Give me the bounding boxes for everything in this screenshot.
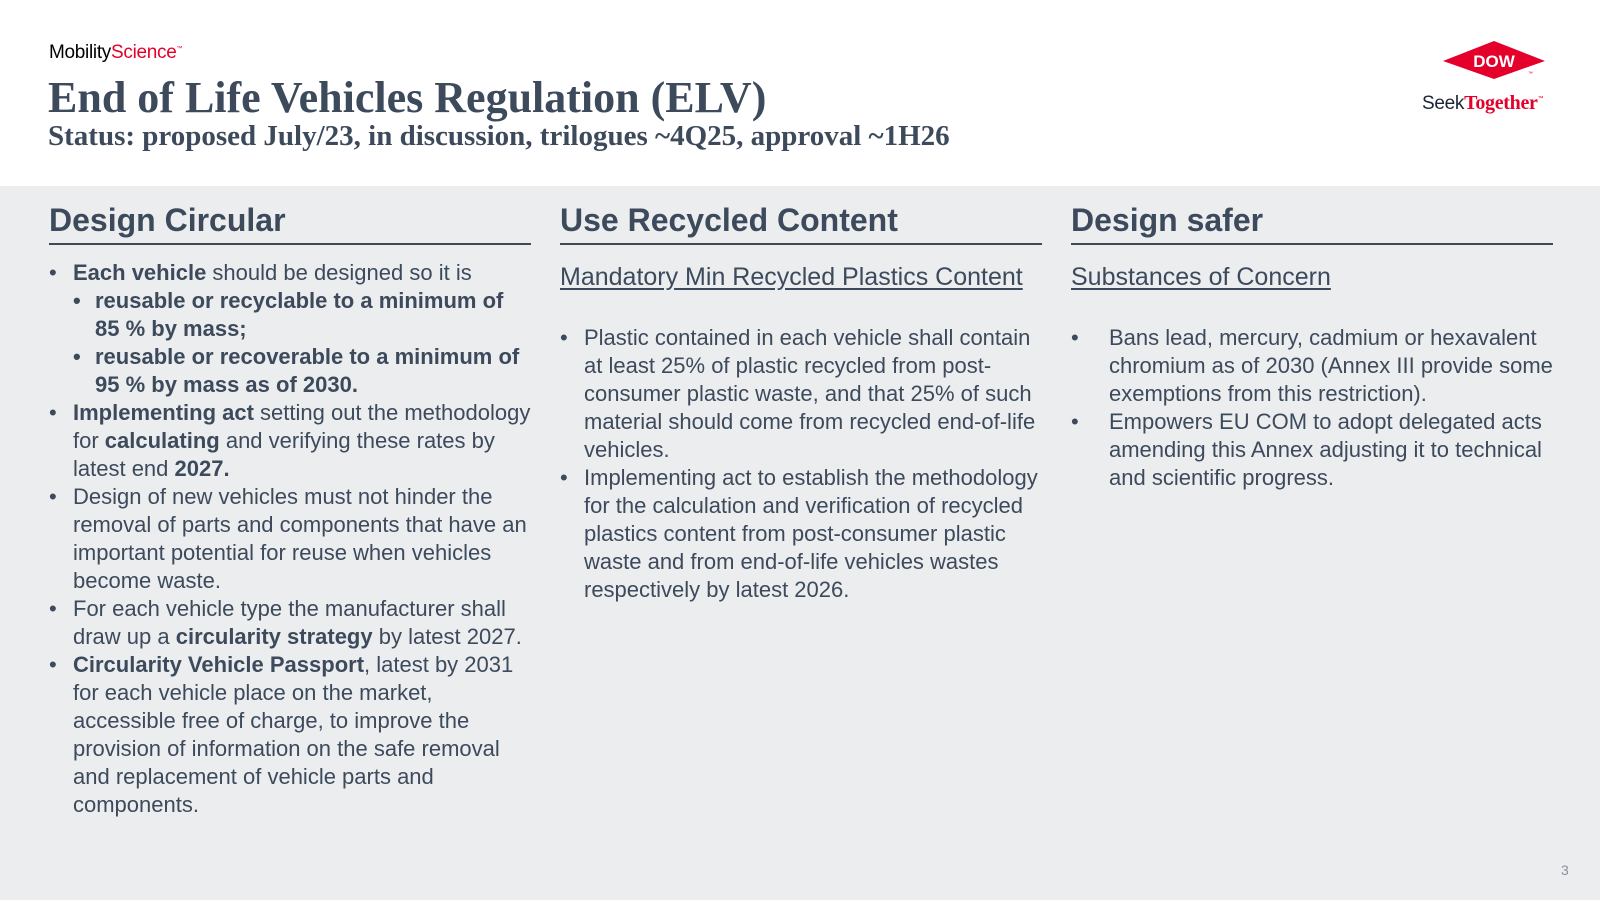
brand-mobility: Mobility [49, 42, 112, 63]
sub-bullet-list [73, 287, 531, 399]
slide-subtitle: Status: proposed July/23, in discussion, trilogues ~4Q25, approval ~1H26 [48, 120, 950, 152]
seek-together-tagline [1422, 92, 1543, 115]
tagline-trademark: ™ [1537, 96, 1544, 102]
slide-header [0, 0, 1600, 186]
column-use-recycled-content [560, 202, 1042, 604]
list-item: • Circularity Vehicle Passport, latest by 2031 for each vehicle place on the market, accessible free of charge, to improve the provision of information on the safe removal and replacement of vehicle parts and components. [49, 651, 531, 819]
column-design-safer [1071, 202, 1553, 492]
list-item: • reusable or recyclable to a minimum of 85 % by mass; [73, 287, 531, 343]
dow-diamond-icon [1442, 40, 1546, 80]
dow-trademark: ™ [1528, 71, 1533, 77]
list-item: • Plastic contained in each vehicle shall contain at least 25% of plastic recycled from post-consumer plastic waste, and that 25% of such material should come from recycled end-of-life vehicles. [560, 324, 1042, 464]
slide-title: End of Life Vehicles Regulation (ELV) [48, 73, 767, 122]
section-subheading: Substances of Concern [1071, 262, 1331, 291]
list-item: • Bans lead, mercury, cadmium or hexavalent chromium as of 2030 (Annex III provide some exemptions from this restriction). [1071, 324, 1553, 408]
list-item: • Implementing act setting out the methodology for calculating and verifying these rates by latest end 2027. [49, 399, 531, 483]
bullet-list [560, 324, 1042, 604]
dow-wordmark: DOW [1473, 52, 1515, 71]
dow-logo [1418, 40, 1566, 120]
brand-trademark: ™ [176, 46, 183, 52]
bullet-list [1071, 324, 1553, 492]
column-title: Design safer [1071, 202, 1553, 245]
column-design-circular [49, 202, 531, 819]
column-title: Design Circular [49, 202, 531, 245]
list-item: • Empowers EU COM to adopt delegated acts amending this Annex adjusting it to technical and scientific progress. [1071, 408, 1553, 492]
list-item: • reusable or recoverable to a minimum of 95 % by mass as of 2030. [73, 343, 531, 399]
list-item: • Implementing act to establish the methodology for the calculation and verification of recycled plastics content from post-consumer plastic waste and from end-of-life vehicles wastes respectively by latest 2026. [560, 464, 1042, 604]
column-title: Use Recycled Content [560, 202, 1042, 245]
bullet-list [49, 259, 531, 819]
content-panel [0, 186, 1600, 900]
brand-science: Science [111, 42, 177, 63]
list-item: • For each vehicle type the manufacturer shall draw up a circularity strategy by latest 2027. [49, 595, 531, 651]
page-number: 3 [1561, 862, 1569, 878]
list-item: • Design of new vehicles must not hinder the removal of parts and components that have an important potential for reuse when vehicles become waste. [49, 483, 531, 595]
tagline-together: Together [1464, 92, 1538, 114]
section-subheading: Mandatory Min Recycled Plastics Content [560, 262, 1023, 291]
tagline-seek: Seek [1422, 93, 1465, 114]
list-item: • Each vehicle should be designed so it is • reusable or recyclable to a minimum of 85 % by mass; • reusable or recoverable to a minimum of 95 % by mass as of 2030. [49, 259, 531, 399]
mobility-science-logo [49, 42, 182, 64]
